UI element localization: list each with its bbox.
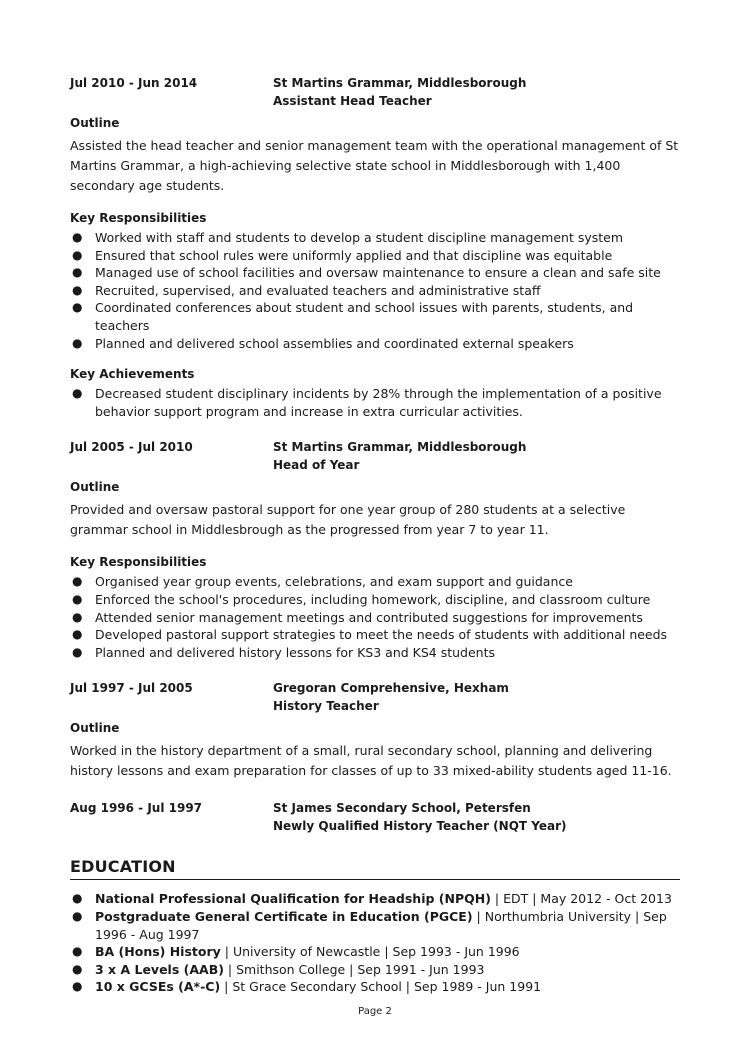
bullet-icon: ● <box>72 265 83 280</box>
qualification-name: 3 x A Levels (AAB) <box>95 961 224 977</box>
job-dates: Jul 2005 - Jul 2010 <box>70 440 193 455</box>
list-item-text: Recruited, supervised, and evaluated teachers and administrative staff <box>95 282 541 298</box>
bullet-icon: ● <box>72 574 83 589</box>
bullet-icon: ● <box>72 591 83 606</box>
bullet-icon: ● <box>72 627 83 642</box>
achievements-list <box>70 385 680 420</box>
responsibilities-heading: Key Responsibilities <box>70 211 207 225</box>
job-employer: St James Secondary School, Petersfen <box>273 801 531 816</box>
qualification-details: | Smithson College | Sep 1991 - Jun 1993 <box>223 961 485 977</box>
list-item <box>70 229 680 247</box>
list-item-text: Organised year group events, celebrations, and exam support and guidance <box>95 574 573 590</box>
list-item-text: Enforced the school's procedures, including homework, discipline, and classroom culture <box>95 591 651 607</box>
bullet-icon: ● <box>72 335 83 350</box>
bullet-icon: ● <box>72 944 83 959</box>
list-item-text: Planned and delivered school assemblies and coordinated external speakers <box>95 335 574 351</box>
qualification-details: | Northumbria University | Sep 1996 - Aug 1997 <box>95 908 667 942</box>
qualification-name: Postgraduate General Certificate in Education (PGCE) <box>95 908 473 924</box>
bullet-icon: ● <box>72 979 83 994</box>
outline-heading: Outline <box>70 480 120 495</box>
job-entry <box>70 74 680 420</box>
job-entry <box>70 438 680 661</box>
qualification-name: National Professional Qualification for Headship (NPQH) <box>95 891 491 907</box>
job-entry <box>70 679 680 781</box>
list-item <box>70 247 680 265</box>
resume-page-content <box>70 74 680 996</box>
bullet-icon: ● <box>72 891 83 906</box>
bullet-icon: ● <box>72 230 83 244</box>
bullet-icon: ● <box>72 644 83 659</box>
list-item <box>70 573 680 591</box>
list-item <box>70 385 680 420</box>
job-role: Newly Qualified History Teacher (NQT Year) <box>273 819 567 834</box>
bullet-icon: ● <box>72 961 83 976</box>
job-header <box>70 74 680 110</box>
education-heading: EDUCATION <box>70 857 680 880</box>
qualification-name: 10 x GCSEs (A*-C) <box>95 979 221 995</box>
bullet-icon: ● <box>72 609 83 624</box>
list-item <box>70 591 680 609</box>
list-item <box>70 264 680 282</box>
list-item-text: Ensured that school rules were uniformly applied and that discipline was equitable <box>95 247 613 263</box>
bullet-icon: ● <box>72 386 83 401</box>
responsibilities-list <box>70 229 680 352</box>
page-number: Page 2 <box>358 1006 392 1017</box>
list-item <box>70 282 680 300</box>
bullet-icon: ● <box>72 247 83 262</box>
qualification-details: | EDT | May 2012 - Oct 2013 <box>490 891 672 907</box>
job-dates: Jul 1997 - Jul 2005 <box>70 681 193 696</box>
list-item-text: Managed use of school facilities and oversaw maintenance to ensure a clean and safe site <box>95 265 661 281</box>
outline-heading: Outline <box>70 116 120 130</box>
responsibilities-heading: Key Responsibilities <box>70 555 207 570</box>
bullet-icon: ● <box>72 282 83 297</box>
list-item <box>70 626 680 644</box>
job-outline: Worked in the history department of a small, rural secondary school, planning and delivering history lessons and exam preparation for classes of up to 33 mixed-ability students aged 11-16. <box>70 743 672 779</box>
list-item-text: Attended senior management meetings and contributed suggestions for improvements <box>95 609 643 625</box>
job-role: History Teacher <box>273 699 379 714</box>
bullet-icon: ● <box>72 908 83 923</box>
job-outline: Provided and oversaw pastoral support for one year group of 280 students at a selective grammar school in Middlesbrough as the progressed from year 7 to year 11. <box>70 502 626 538</box>
list-item <box>70 644 680 662</box>
list-item-text: Decreased student disciplinary incidents by 28% through the implementation of a positive behavior support program and increase in extra curricular activities. <box>95 386 662 419</box>
education-item <box>70 890 680 908</box>
job-employer: Gregoran Comprehensive, Hexham <box>273 681 509 696</box>
job-header <box>70 679 680 715</box>
list-item <box>70 609 680 627</box>
list-item-text: Developed pastoral support strategies to meet the needs of students with additional needs <box>95 627 668 643</box>
job-employer: St Martins Grammar, Middlesborough <box>273 76 527 90</box>
qualification-details: | University of Newcastle | Sep 1993 - Jun 1996 <box>220 944 520 960</box>
job-role: Head of Year <box>273 458 360 473</box>
education-list <box>70 890 680 996</box>
qualification-details: | St Grace Secondary School | Sep 1989 - Jun 1991 <box>220 979 542 995</box>
job-outline: Assisted the head teacher and senior management team with the operational management of St Martins Grammar, a high-achieving selective state school in Middlesborough with 1,400 secondary age students. <box>70 138 679 193</box>
education-item <box>70 943 680 961</box>
education-item <box>70 978 680 996</box>
job-header <box>70 799 680 835</box>
list-item <box>70 335 680 353</box>
qualification-name: BA (Hons) History <box>95 944 221 960</box>
job-dates: Aug 1996 - Jul 1997 <box>70 801 203 816</box>
responsibilities-list <box>70 573 680 661</box>
job-header <box>70 438 680 474</box>
bullet-icon: ● <box>72 300 83 315</box>
job-entry <box>70 799 680 835</box>
list-item-text: Planned and delivered history lessons for KS3 and KS4 students <box>95 644 495 660</box>
achievements-heading: Key Achievements <box>70 367 195 382</box>
list-item-text: Worked with staff and students to develop a student discipline management system <box>95 230 624 245</box>
list-item <box>70 299 680 334</box>
education-item <box>70 908 680 943</box>
job-employer: St Martins Grammar, Middlesborough <box>273 440 527 455</box>
education-item <box>70 961 680 979</box>
job-role: Assistant Head Teacher <box>273 94 432 108</box>
list-item-text: Coordinated conferences about student and school issues with parents, students, and teachers <box>95 300 634 333</box>
job-dates: Jul 2010 - Jun 2014 <box>70 76 198 90</box>
outline-heading: Outline <box>70 721 120 736</box>
